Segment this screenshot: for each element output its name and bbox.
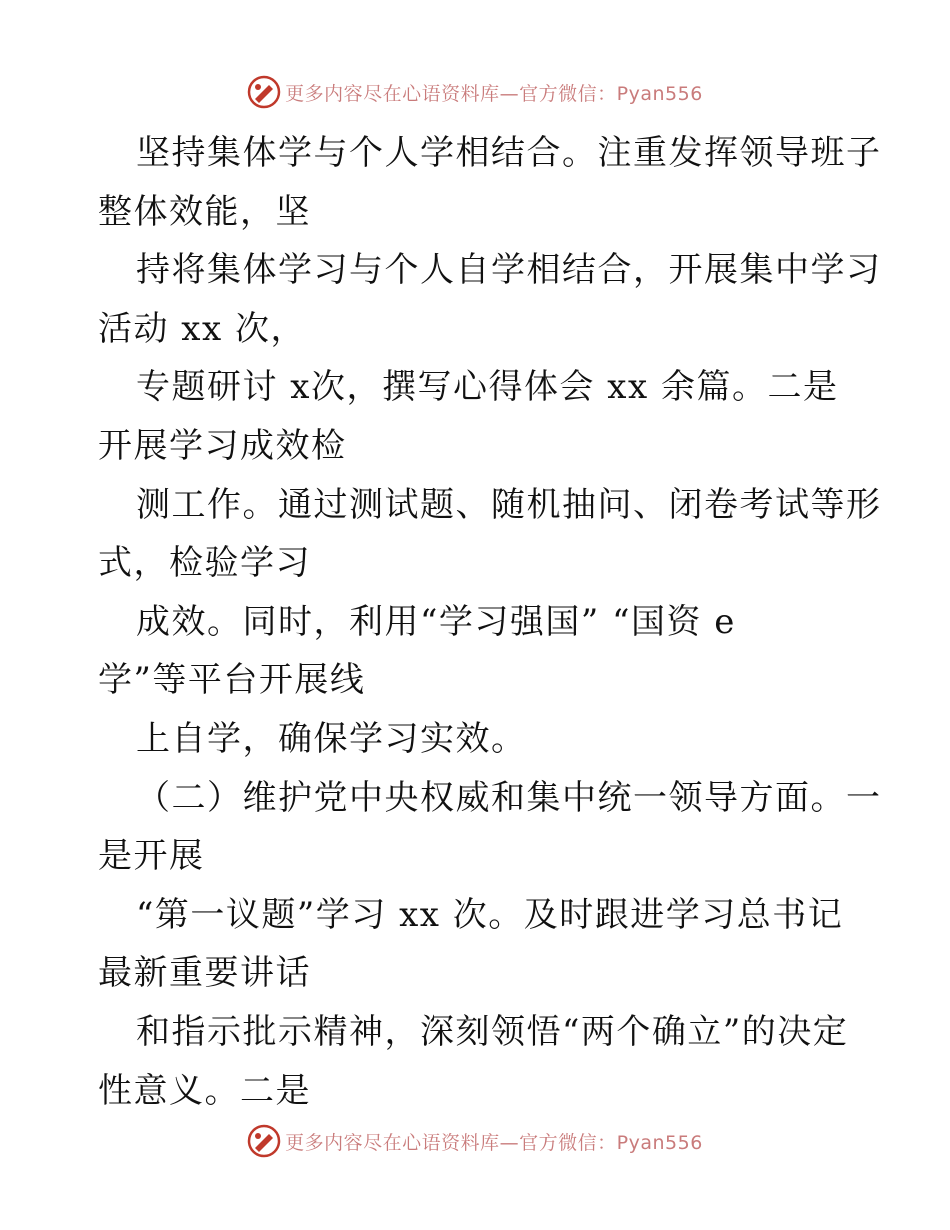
text-line: 和指示批示精神，深刻领悟“两个确立”的决定 [136,1011,849,1052]
text-line: 测工作。通过测试题、随机抽问、闭卷考试等形 [136,484,882,525]
footer-banner-text: 更多内容尽在心语资料库—官方微信：Pyan556 [285,1131,703,1154]
text-line: 持将集体学习与个人自学相结合，开展集中学习 [136,250,882,291]
text-line: 性意义。二是 [98,1070,311,1111]
text-line: 最新重要讲话 [98,953,311,994]
text-line: “第一议题”学习 xx 次。及时跟进学习总书记 [136,894,844,935]
text-line: 式，检验学习 [98,543,311,584]
text-line: 成效。同时，利用“学习强国” “国资 e [136,601,736,642]
header-banner-text: 更多内容尽在心语资料库—官方微信：Pyan556 [285,82,703,105]
text-line: 上自学，确保学习实效。 [136,718,527,759]
text-line: 开展学习成效检 [98,425,347,466]
text-line: 坚持集体学与个人学相结合。注重发挥领导班子 [136,133,882,173]
text-line: 整体效能，坚 [98,191,311,232]
text-line: 是开展 [98,836,205,877]
document-body [98,124,882,1120]
header-banner [0,72,950,112]
footer-banner [0,1121,950,1161]
library-logo-icon [247,1124,281,1158]
library-logo-icon [247,75,281,109]
text-line: 专题研讨 x次，撰写心得体会 xx 余篇。二是 [136,367,839,408]
text-line: 活动 xx 次， [98,308,306,349]
section-heading-line: （二）维护党中央权威和集中统一领导方面。一 [136,777,882,818]
text-line: 学”等平台开展线 [98,660,366,701]
